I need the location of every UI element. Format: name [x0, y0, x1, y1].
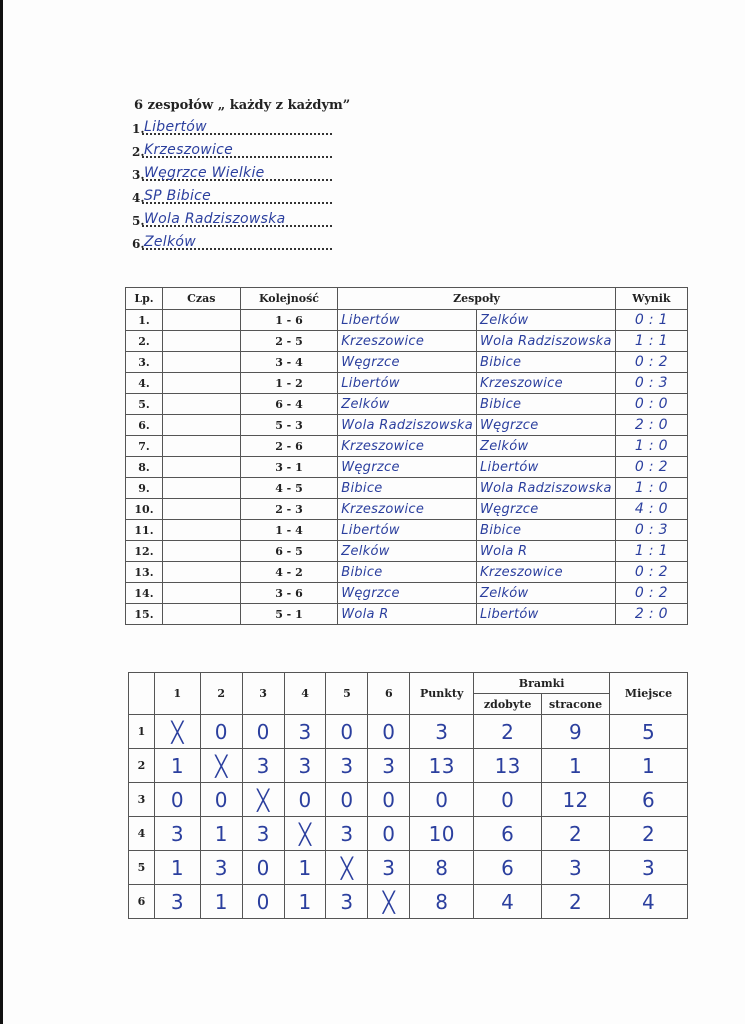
team-name: Wola Radziszowska	[144, 211, 286, 227]
match-score: 2 : 0	[615, 604, 687, 625]
away-team: Bibice	[477, 352, 616, 373]
match-score: 0 : 2	[615, 457, 687, 478]
standings-row	[129, 715, 688, 749]
match-number: 2.	[126, 331, 163, 352]
match-number: 15.	[126, 604, 163, 625]
schedule-row	[126, 583, 688, 604]
match-time	[162, 541, 240, 562]
match-time	[162, 310, 240, 331]
row-team-number: 2	[129, 749, 155, 783]
final-place: 6	[610, 783, 688, 817]
team-number: 2.	[132, 145, 145, 159]
goals-conceded: 9	[542, 715, 610, 749]
row-team-number: 6	[129, 885, 155, 919]
result-points-cell: 1	[284, 885, 326, 919]
crossed-out-cell: ╳	[154, 715, 200, 749]
schedule-row	[126, 310, 688, 331]
home-team: Węgrzce	[338, 583, 477, 604]
result-points-cell: 1	[200, 817, 242, 851]
match-number: 13.	[126, 562, 163, 583]
match-score: 0 : 2	[615, 352, 687, 373]
away-team: Węgrzce	[477, 415, 616, 436]
result-points-cell: 1	[154, 851, 200, 885]
match-number: 14.	[126, 583, 163, 604]
match-score: 0 : 3	[615, 373, 687, 394]
match-order: 3 - 4	[240, 352, 338, 373]
crossed-out-cell: ╳	[284, 817, 326, 851]
home-team: Węgrzce	[338, 457, 477, 478]
team-line	[132, 208, 332, 231]
crossed-out-cell: ╳	[242, 783, 284, 817]
corner-cell	[129, 673, 155, 715]
header-bramki: Bramki	[474, 673, 610, 694]
team-name: Libertów	[144, 119, 207, 135]
sheet-heading: 6 zespołów „ każdy z każdym”	[134, 98, 351, 113]
match-order: 3 - 1	[240, 457, 338, 478]
match-order: 1 - 6	[240, 310, 338, 331]
match-time	[162, 499, 240, 520]
row-team-number: 1	[129, 715, 155, 749]
away-team: Krzeszowice	[477, 373, 616, 394]
row-team-number: 3	[129, 783, 155, 817]
match-score: 0 : 2	[615, 562, 687, 583]
home-team: Krzeszowice	[338, 499, 477, 520]
schedule-row	[126, 478, 688, 499]
match-time	[162, 457, 240, 478]
away-team: Bibice	[477, 520, 616, 541]
match-number: 8.	[126, 457, 163, 478]
binder-edge	[0, 0, 3, 1024]
standings-row	[129, 783, 688, 817]
match-order: 2 - 3	[240, 499, 338, 520]
team-name: SP Bibice	[144, 188, 212, 204]
away-team: Zelków	[477, 310, 616, 331]
goals-scored: 2	[474, 715, 542, 749]
header-punkty: Punkty	[410, 673, 474, 715]
result-points-cell: 0	[242, 885, 284, 919]
final-place: 4	[610, 885, 688, 919]
match-time	[162, 415, 240, 436]
team-line	[132, 185, 332, 208]
goals-scored: 0	[474, 783, 542, 817]
match-number: 4.	[126, 373, 163, 394]
match-order: 4 - 2	[240, 562, 338, 583]
result-points-cell: 3	[154, 885, 200, 919]
team-number: 5.	[132, 214, 145, 228]
standings-header-row	[129, 673, 688, 694]
match-score: 0 : 2	[615, 583, 687, 604]
match-number: 11.	[126, 520, 163, 541]
match-score: 1 : 0	[615, 478, 687, 499]
away-team: Węgrzce	[477, 499, 616, 520]
match-score: 1 : 1	[615, 541, 687, 562]
team-number: 6.	[132, 237, 145, 251]
result-points-cell: 3	[326, 749, 368, 783]
home-team: Zelków	[338, 394, 477, 415]
final-place: 3	[610, 851, 688, 885]
home-team: Zelków	[338, 541, 477, 562]
result-points-cell: 1	[200, 885, 242, 919]
result-points-cell: 0	[200, 715, 242, 749]
result-points-cell: 3	[154, 817, 200, 851]
away-team: Libertów	[477, 604, 616, 625]
result-points-cell: 3	[368, 851, 410, 885]
away-team: Bibice	[477, 394, 616, 415]
match-number: 5.	[126, 394, 163, 415]
result-points-cell: 0	[284, 783, 326, 817]
team-name: Zelków	[144, 234, 197, 250]
crossed-out-cell: ╳	[368, 885, 410, 919]
away-team: Zelków	[477, 583, 616, 604]
result-points-cell: 3	[284, 749, 326, 783]
result-points-cell: 3	[368, 749, 410, 783]
schedule-row	[126, 394, 688, 415]
match-score: 4 : 0	[615, 499, 687, 520]
header-stracone: stracone	[542, 694, 610, 715]
result-points-cell: 1	[284, 851, 326, 885]
goals-conceded: 2	[542, 817, 610, 851]
crossed-out-cell: ╳	[200, 749, 242, 783]
match-number: 9.	[126, 478, 163, 499]
schedule-row	[126, 562, 688, 583]
row-team-number: 4	[129, 817, 155, 851]
schedule-row	[126, 373, 688, 394]
match-number: 12.	[126, 541, 163, 562]
match-order: 6 - 5	[240, 541, 338, 562]
match-time	[162, 562, 240, 583]
goals-scored: 6	[474, 817, 542, 851]
standings-row	[129, 885, 688, 919]
points-total: 0	[410, 783, 474, 817]
goals-scored: 13	[474, 749, 542, 783]
home-team: Bibice	[338, 478, 477, 499]
result-points-cell: 3	[242, 749, 284, 783]
result-points-cell: 0	[242, 851, 284, 885]
match-number: 7.	[126, 436, 163, 457]
match-order: 5 - 1	[240, 604, 338, 625]
schedule-table	[125, 287, 688, 625]
goals-conceded: 2	[542, 885, 610, 919]
final-place: 1	[610, 749, 688, 783]
away-team: Wola R	[477, 541, 616, 562]
match-order: 4 - 5	[240, 478, 338, 499]
home-team: Bibice	[338, 562, 477, 583]
match-order: 3 - 6	[240, 583, 338, 604]
result-points-cell: 0	[326, 783, 368, 817]
result-points-cell: 1	[154, 749, 200, 783]
match-score: 2 : 0	[615, 415, 687, 436]
schedule-row	[126, 499, 688, 520]
match-time	[162, 520, 240, 541]
header-miejsce: Miejsce	[610, 673, 688, 715]
match-time	[162, 394, 240, 415]
team-line	[132, 116, 332, 139]
points-total: 3	[410, 715, 474, 749]
team-line	[132, 231, 332, 254]
home-team: Węgrzce	[338, 352, 477, 373]
match-time	[162, 331, 240, 352]
away-team: Libertów	[477, 457, 616, 478]
match-time	[162, 436, 240, 457]
away-team: Wola Radziszowska	[477, 478, 616, 499]
standings-row	[129, 749, 688, 783]
home-team: Wola Radziszowska	[338, 415, 477, 436]
result-points-cell: 0	[242, 715, 284, 749]
schedule-row	[126, 457, 688, 478]
match-order: 1 - 2	[240, 373, 338, 394]
home-team: Krzeszowice	[338, 331, 477, 352]
row-team-number: 5	[129, 851, 155, 885]
goals-conceded: 12	[542, 783, 610, 817]
col-header: 1	[154, 673, 200, 715]
match-order: 2 - 5	[240, 331, 338, 352]
team-number: 4.	[132, 191, 145, 205]
final-place: 5	[610, 715, 688, 749]
header-zespoly: Zespoły	[338, 288, 616, 310]
header-kolejnosc: Kolejność	[240, 288, 338, 310]
home-team: Wola R	[338, 604, 477, 625]
team-name: Węgrzce Wielkie	[144, 165, 265, 181]
match-order: 6 - 4	[240, 394, 338, 415]
result-points-cell: 0	[368, 783, 410, 817]
schedule-row	[126, 541, 688, 562]
goals-scored: 6	[474, 851, 542, 885]
match-time	[162, 373, 240, 394]
match-score: 1 : 0	[615, 436, 687, 457]
schedule-row	[126, 604, 688, 625]
result-points-cell: 3	[242, 817, 284, 851]
match-score: 1 : 1	[615, 331, 687, 352]
col-header: 5	[326, 673, 368, 715]
final-place: 2	[610, 817, 688, 851]
schedule-row	[126, 415, 688, 436]
result-points-cell: 3	[284, 715, 326, 749]
match-score: 0 : 3	[615, 520, 687, 541]
team-line	[132, 139, 332, 162]
team-name: Krzeszowice	[144, 142, 234, 158]
away-team: Wola Radziszowska	[477, 331, 616, 352]
match-time	[162, 604, 240, 625]
match-time	[162, 478, 240, 499]
team-line	[132, 162, 332, 185]
away-team: Zelków	[477, 436, 616, 457]
header-wynik: Wynik	[615, 288, 687, 310]
match-order: 2 - 6	[240, 436, 338, 457]
goals-scored: 4	[474, 885, 542, 919]
points-total: 13	[410, 749, 474, 783]
home-team: Libertów	[338, 310, 477, 331]
result-points-cell: 0	[326, 715, 368, 749]
home-team: Krzeszowice	[338, 436, 477, 457]
points-total: 10	[410, 817, 474, 851]
schedule-row	[126, 352, 688, 373]
match-score: 0 : 0	[615, 394, 687, 415]
match-order: 1 - 4	[240, 520, 338, 541]
match-time	[162, 352, 240, 373]
result-points-cell: 3	[326, 885, 368, 919]
header-czas: Czas	[162, 288, 240, 310]
schedule-row	[126, 520, 688, 541]
result-points-cell: 0	[200, 783, 242, 817]
result-points-cell: 0	[368, 715, 410, 749]
home-team: Libertów	[338, 520, 477, 541]
col-header: 4	[284, 673, 326, 715]
away-team: Krzeszowice	[477, 562, 616, 583]
crossed-out-cell: ╳	[326, 851, 368, 885]
goals-conceded: 3	[542, 851, 610, 885]
match-order: 5 - 3	[240, 415, 338, 436]
team-number: 3.	[132, 168, 145, 182]
result-points-cell: 3	[326, 817, 368, 851]
team-list	[132, 116, 332, 254]
match-time	[162, 583, 240, 604]
match-number: 3.	[126, 352, 163, 373]
col-header: 6	[368, 673, 410, 715]
standings-row	[129, 851, 688, 885]
schedule-row	[126, 331, 688, 352]
col-header: 3	[242, 673, 284, 715]
team-number: 1.	[132, 122, 145, 136]
goals-conceded: 1	[542, 749, 610, 783]
standings-table	[128, 672, 688, 919]
match-number: 10.	[126, 499, 163, 520]
result-points-cell: 0	[154, 783, 200, 817]
match-number: 1.	[126, 310, 163, 331]
points-total: 8	[410, 851, 474, 885]
match-score: 0 : 1	[615, 310, 687, 331]
schedule-header-row	[126, 288, 688, 310]
points-total: 8	[410, 885, 474, 919]
standings-row	[129, 817, 688, 851]
result-points-cell: 3	[200, 851, 242, 885]
match-number: 6.	[126, 415, 163, 436]
result-points-cell: 0	[368, 817, 410, 851]
header-zdobyte: zdobyte	[474, 694, 542, 715]
schedule-row	[126, 436, 688, 457]
header-lp: Lp.	[126, 288, 163, 310]
col-header: 2	[200, 673, 242, 715]
home-team: Libertów	[338, 373, 477, 394]
